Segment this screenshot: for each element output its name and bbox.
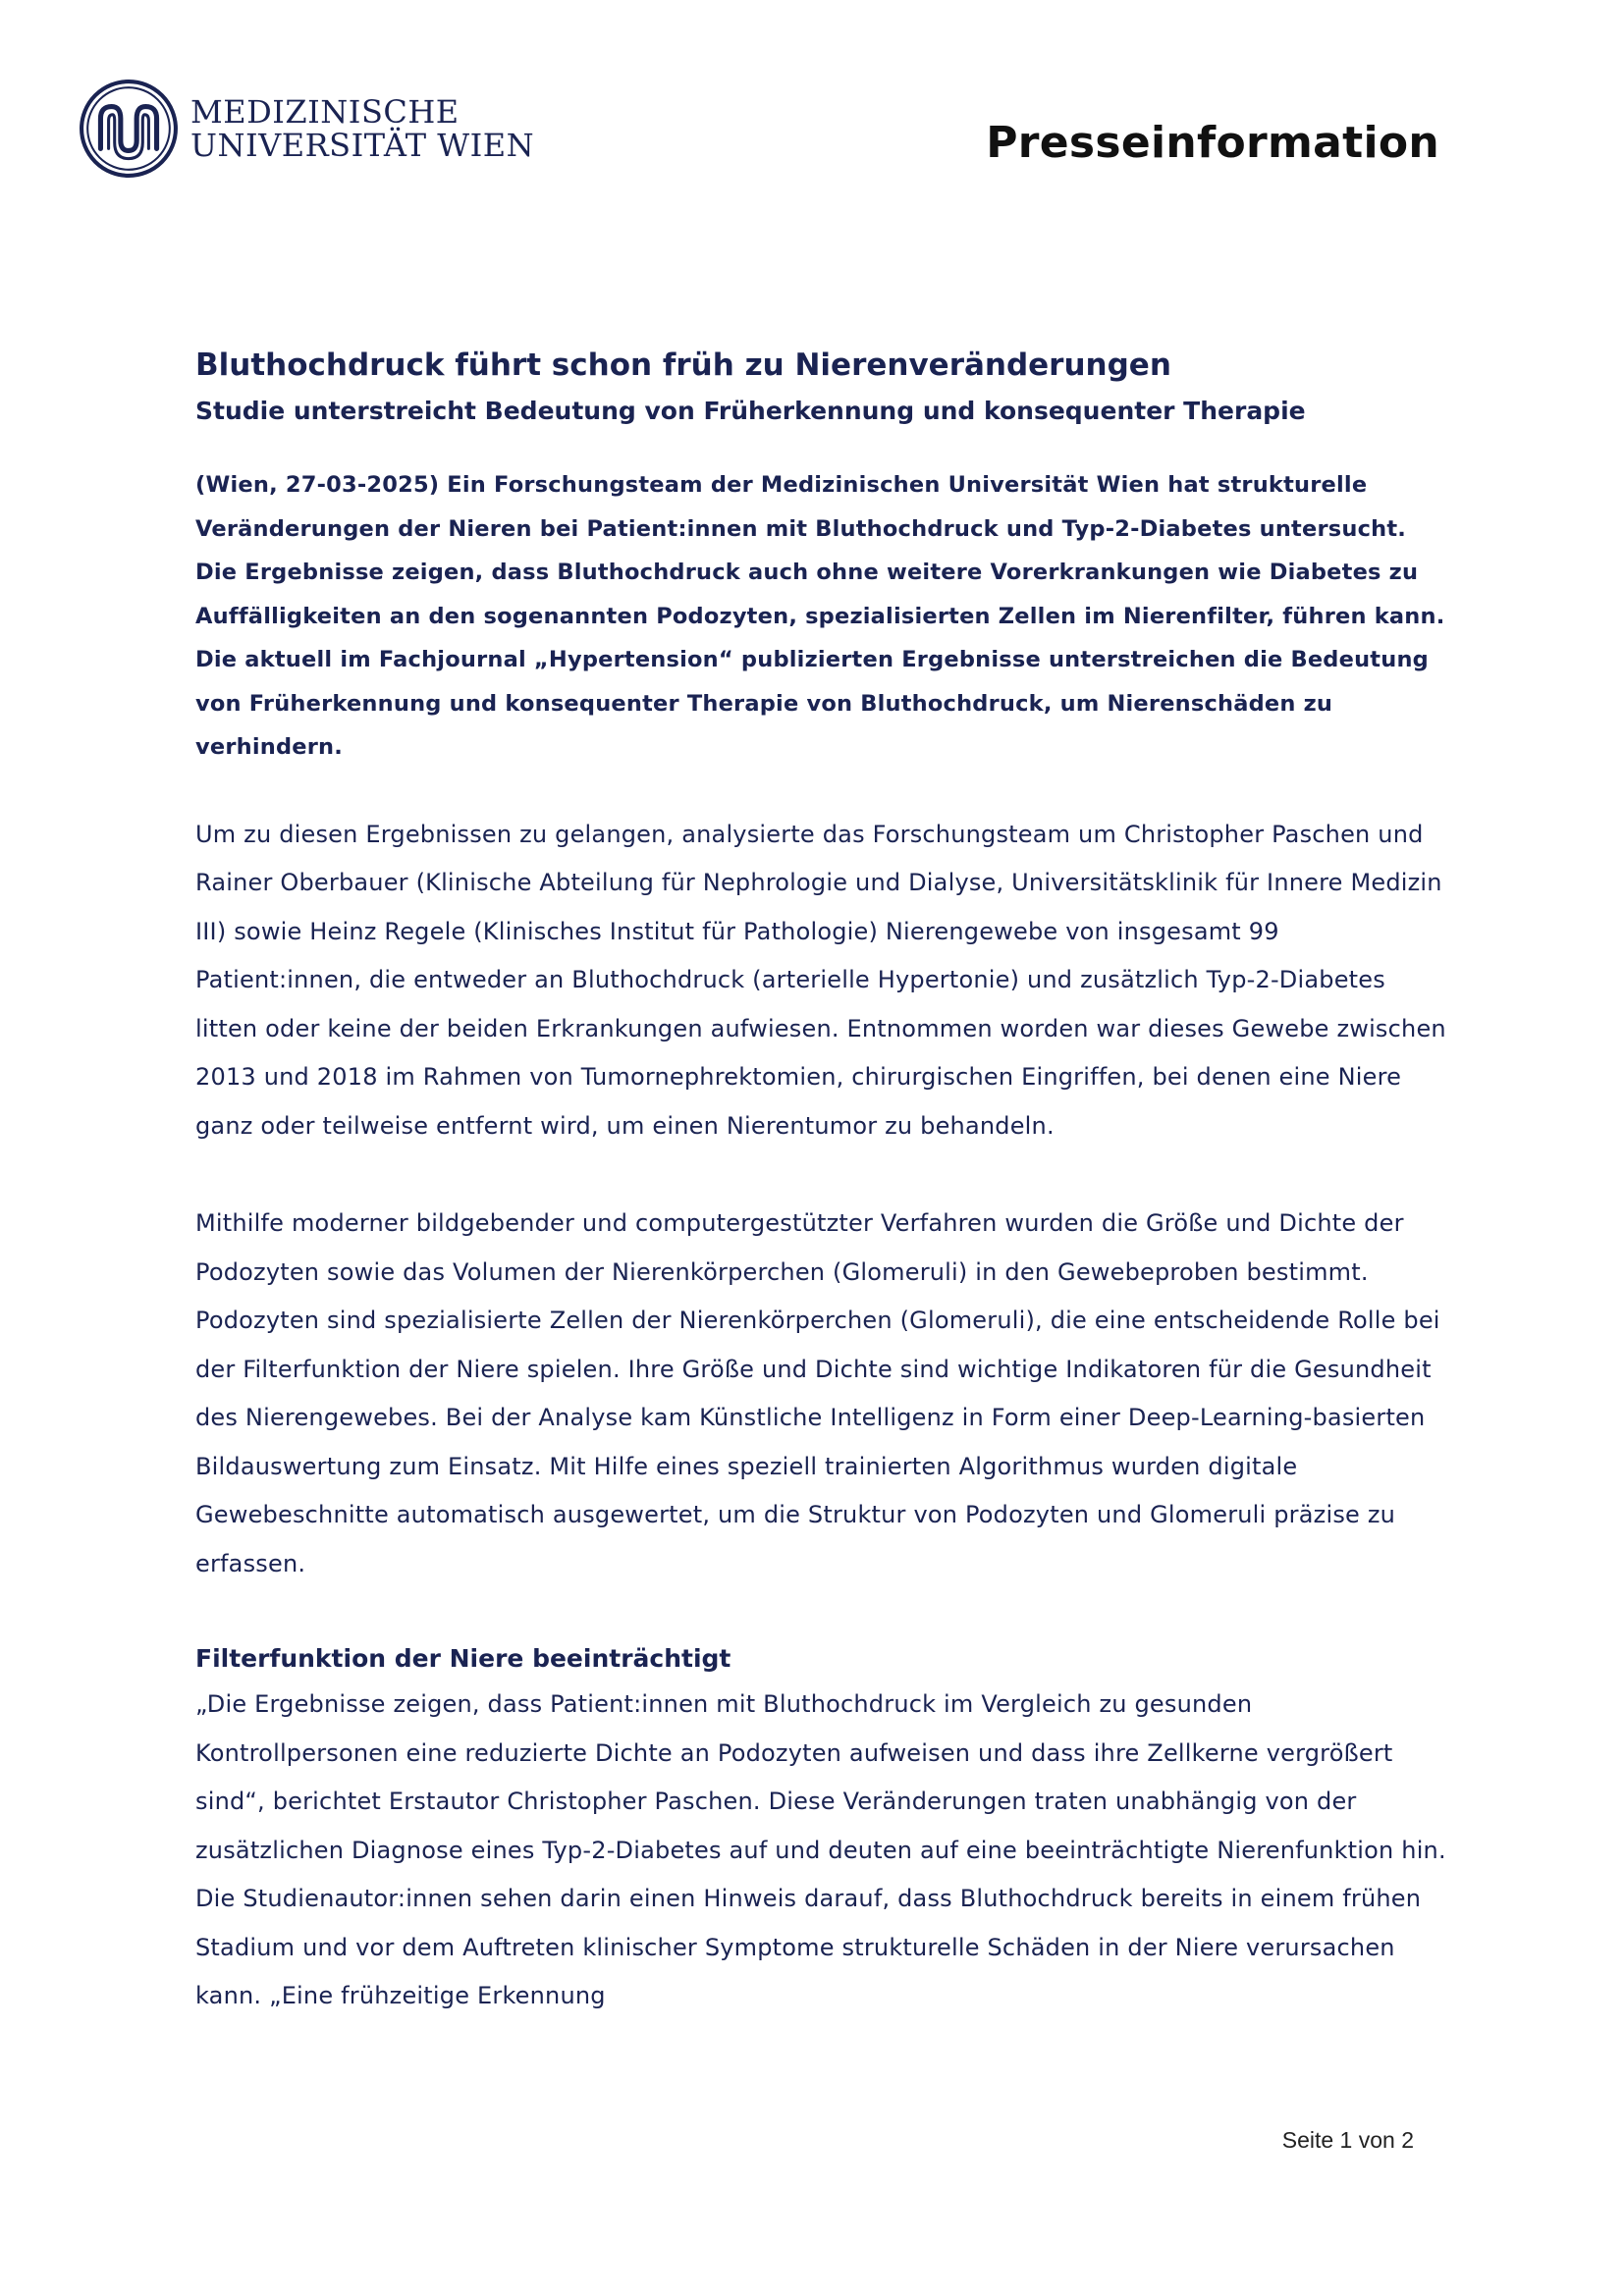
lead-paragraph: (Wien, 27-03-2025) Ein Forschungsteam der Medizinischen Universität Wien hat strukturelle Veränderungen der Nieren bei Patient:innen mit Bluthochdruck und Typ-2-Diabetes untersucht. Die Ergebnisse zeigen, dass Bluthochdruck auch ohne weitere Vorerkrankungen wie Diabetes zu Auffälligkeiten an den sogenannten Podozyten, spezialisierten Zellen im Nierenfilter, führen kann. Die aktuell im Fachjournal „Hypertension“ publizierten Ergebnisse unterstreichen die Bedeutung von Früherkennung und konsequenter Therapie von Bluthochdruck, um Nierenschäden zu verhindern.	[195, 472, 1445, 760]
body-paragraph-2: Mithilfe moderner bildgebender und computergestützter Verfahren wurden die Größe und Dichte der Podozyten sowie das Volumen der Nierenkörperchen (Glomeruli) in den Gewebeproben bestimmt. Podozyten sind spezialisierte Zellen der Nierenkörperchen (Glomeruli), die eine entscheidende Rolle bei der Filterfunktion der Niere spielen. Ihre Größe und Dichte sind wichtige Indikatoren für die Gesundheit des Nierengewebes. Bei der Analyse kam Künstliche Intelligenz in Form einer Deep-Learning-basierten Bildauswertung zum Einsatz. Mit Hilfe eines speziell trainierten Algorithmus wurden digitale Gewebeschnitte automatisch ausgewertet, um die Struktur von Podozyten und Glomeruli präzise zu erfassen.	[195, 1209, 1440, 1577]
university-logo-icon	[79, 79, 179, 179]
body-paragraph-1: Um zu diesen Ergebnissen zu gelangen, analysierte das Forschungsteam um Christopher Paschen und Rainer Oberbauer (Klinische Abteilung für Nephrologie und Dialyse, Universitätsklinik für Innere Medizin III) sowie Heinz Regele (Klinisches Institut für Pathologie) Nierengewebe von insgesamt 99 Patient:innen, die entweder an Bluthochdruck (arterielle Hypertonie) und zusätzlich Typ-2-Diabetes litten oder keine der beiden Erkrankungen aufwiesen. Entnommen worden war dieses Gewebe zwischen 2013 und 2018 im Rahmen von Tumornephrektomien, chirurgischen Eingriffen, bei denen eine Niere ganz oder teilweise entfernt wird, um einen Nierentumor zu behandeln.	[195, 820, 1446, 1140]
subheadline: Studie unterstreicht Bedeutung von Früherkennung und konsequenter Therapie	[195, 397, 1306, 425]
logo-line-2: UNIVERSITÄT WIEN	[190, 127, 535, 164]
section-heading: Filterfunktion der Niere beeinträchtigt	[195, 1644, 731, 1673]
article-body	[195, 346, 1447, 2070]
page-number: Seite 1 von 2	[1281, 2127, 1414, 2153]
logo-wordmark	[190, 95, 534, 162]
headline: Bluthochdruck führt schon früh zu Nierenveränderungen	[195, 347, 1171, 383]
university-logo	[79, 79, 534, 179]
body-paragraph-3: „Die Ergebnisse zeigen, dass Patient:innen mit Bluthochdruck im Vergleich zu gesunden Kontrollpersonen eine reduzierte Dichte an Podozyten aufweisen und dass ihre Zellkerne vergrößert sind“, berichtet Erstautor Christopher Paschen. Diese Veränderungen traten unabhängig von der zusätzlichen Diagnose eines Typ-2-Diabetes auf und deuten auf eine beeinträchtigte Nierenfunktion hin. Die Studienautor:innen sehen darin einen Hinweis darauf, dass Bluthochdruck bereits in einem frühen Stadium und vor dem Auftreten klinischer Symptome strukturelle Schäden in der Niere verursachen kann. „Eine frühzeitige Erkennung	[195, 1690, 1446, 2009]
logo-line-1: MEDIZINISCHE	[190, 93, 460, 131]
document-type-label: Presseinformation	[986, 118, 1439, 168]
